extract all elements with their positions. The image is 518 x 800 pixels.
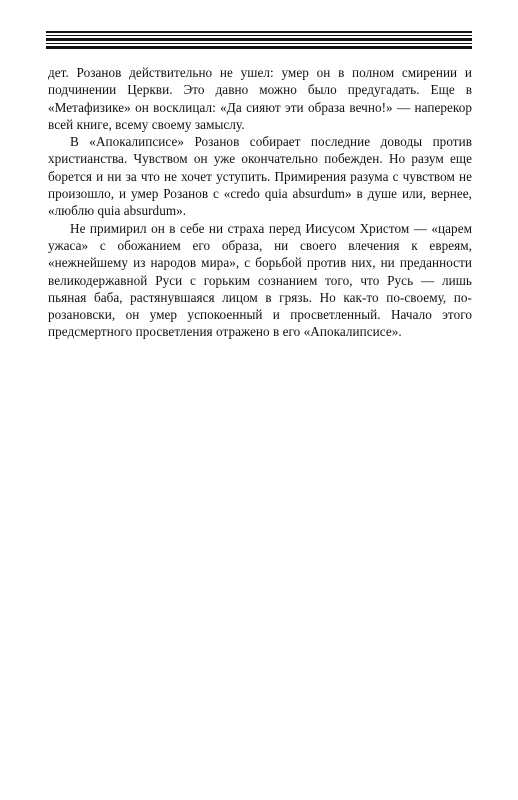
header-decorative-rule bbox=[46, 31, 472, 49]
body-text bbox=[48, 64, 472, 341]
paragraph-1: дет. Розанов действительно не ушел: умер он в полном смирении и подчинении Церкви. Это давно можно было предугадать. Еще в «Метафизике» он восклицал: «Да сияют эти образа вечно!» — наперекор всей книге, всему своему замыслу. bbox=[48, 65, 472, 132]
paragraph-3: Не примирил он в себе ни страха перед Иисусом Христом — «царем ужаса» с обожанием его образа, ни своего влечения к евреям, «нежнейшему из народов мира», с борьбой против них, ни преданности великодержавной Руси с горьким сознанием того, что Русь — лишь пьяная баба, растянувшаяся лицом в грязь. Но как-то по-своему, по-розановски, он умер успокоенный и просветленный. Начало этого предсмертного просветления отражено в его «Апокалипсисе». bbox=[48, 220, 472, 340]
paragraph-2: В «Апокалипсисе» Розанов собирает последние доводы против христианства. Чувством он уже окончательно побежден. Но разум еще борется и ни за что не хочет уступить. Примирения разума с чувством не произошло, и умер Розанов с «credo quia absurdum» в душе или, вернее, «люблю quia absurdum». bbox=[48, 134, 472, 219]
